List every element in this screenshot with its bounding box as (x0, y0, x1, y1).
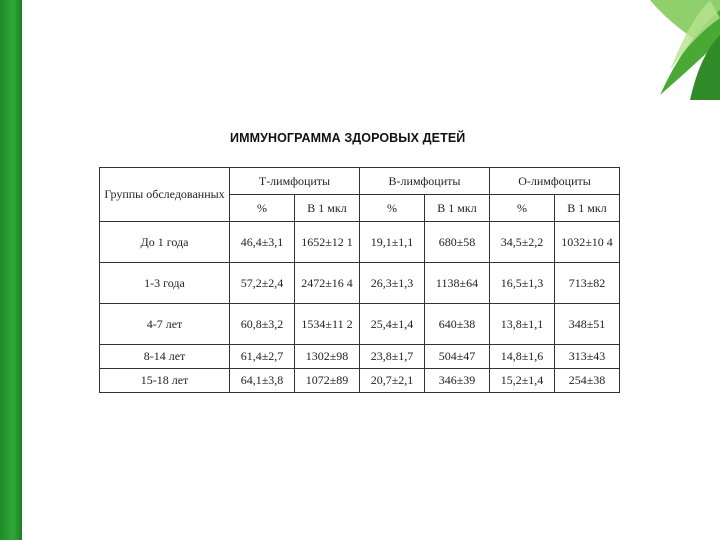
table-cell: 1138±64 (425, 263, 490, 304)
table-cell: 348±51 (555, 304, 620, 345)
table-cell: 346±39 (425, 369, 490, 393)
table-cell: 1032±10 4 (555, 222, 620, 263)
table-cell: 1652±12 1 (295, 222, 360, 263)
table-cell: 713±82 (555, 263, 620, 304)
table-cell: 64,1±3,8 (230, 369, 295, 393)
header-b-lymphocytes: В-лимфоциты (360, 168, 490, 195)
header-o-lymphocytes: О-лимфоциты (490, 168, 620, 195)
table-row (100, 345, 620, 369)
row-label: 15-18 лет (100, 369, 230, 393)
table-cell: 504±47 (425, 345, 490, 369)
subheader-cell: В 1 мкл (295, 195, 360, 222)
table-row (100, 304, 620, 345)
table-cell: 26,3±1,3 (360, 263, 425, 304)
table-cell: 61,4±2,7 (230, 345, 295, 369)
table-cell: 1534±11 2 (295, 304, 360, 345)
table-cell: 254±38 (555, 369, 620, 393)
leaf-decoration (590, 0, 720, 100)
subheader-cell: % (490, 195, 555, 222)
row-label: До 1 года (100, 222, 230, 263)
table-cell: 13,8±1,1 (490, 304, 555, 345)
table-cell: 1302±98 (295, 345, 360, 369)
table-cell: 23,8±1,7 (360, 345, 425, 369)
subheader-cell: В 1 мкл (555, 195, 620, 222)
table-row (100, 222, 620, 263)
row-label: 8-14 лет (100, 345, 230, 369)
table-cell: 640±38 (425, 304, 490, 345)
table-cell: 313±43 (555, 345, 620, 369)
row-label: 1-3 года (100, 263, 230, 304)
immunogram-table (99, 167, 620, 393)
subheader-cell: В 1 мкл (425, 195, 490, 222)
table-cell: 680±58 (425, 222, 490, 263)
table-row (100, 263, 620, 304)
table-cell: 14,8±1,6 (490, 345, 555, 369)
table-row (100, 369, 620, 393)
left-green-bar (0, 0, 22, 540)
table-cell: 25,4±1,4 (360, 304, 425, 345)
table-cell: 16,5±1,3 (490, 263, 555, 304)
page-title: ИММУНОГРАММА ЗДОРОВЫХ ДЕТЕЙ (230, 131, 466, 145)
row-label: 4-7 лет (100, 304, 230, 345)
table-cell: 1072±89 (295, 369, 360, 393)
subheader-cell: % (230, 195, 295, 222)
table-cell: 60,8±3,2 (230, 304, 295, 345)
table-cell: 19,1±1,1 (360, 222, 425, 263)
table-cell: 46,4±3,1 (230, 222, 295, 263)
table-cell: 2472±16 4 (295, 263, 360, 304)
table-cell: 20,7±2,1 (360, 369, 425, 393)
table-cell: 57,2±2,4 (230, 263, 295, 304)
group-column-header: Группы обследованных (100, 168, 230, 222)
table-cell: 34,5±2,2 (490, 222, 555, 263)
table-cell: 15,2±1,4 (490, 369, 555, 393)
header-t-lymphocytes: Т-лимфоциты (230, 168, 360, 195)
subheader-cell: % (360, 195, 425, 222)
